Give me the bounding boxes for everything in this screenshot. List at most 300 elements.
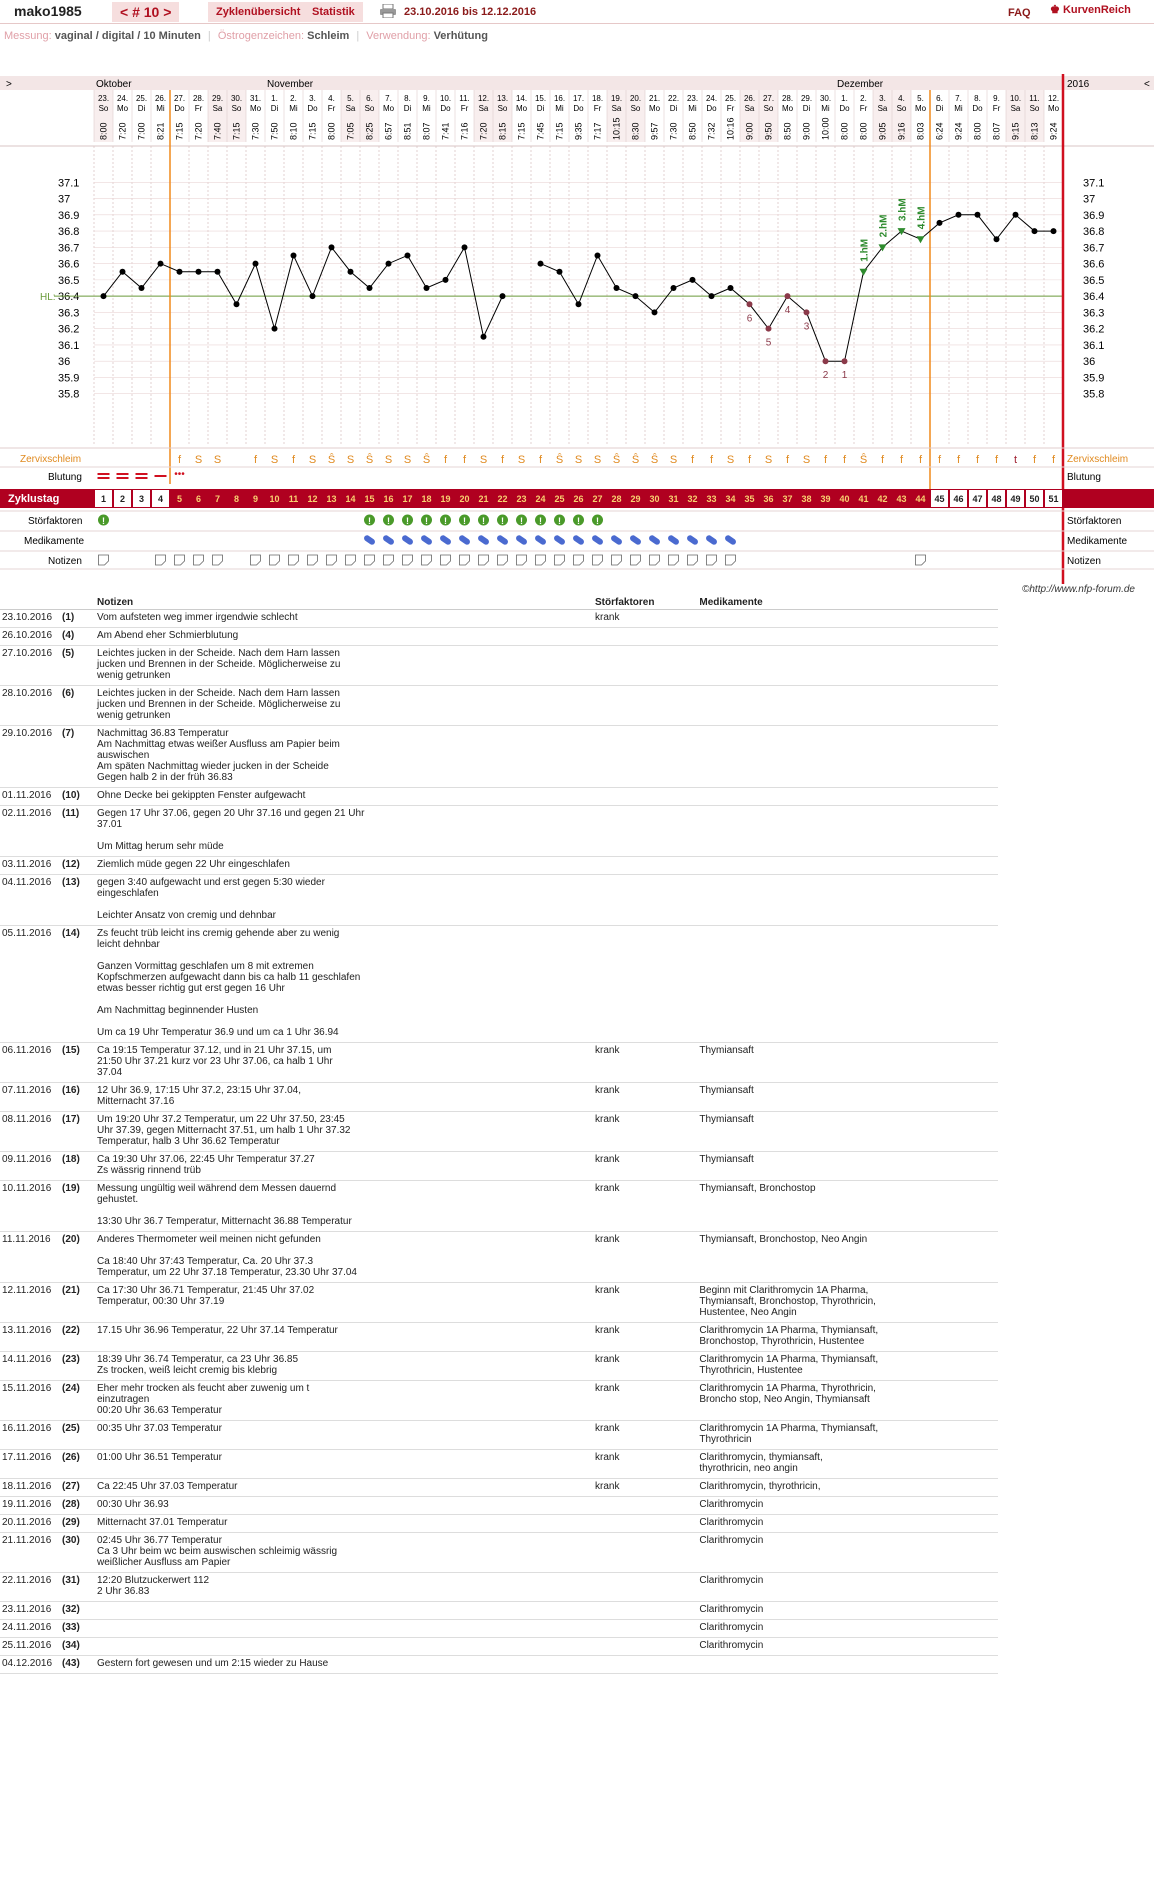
time-label: 7:41 (440, 122, 451, 140)
cervix-mark: S (802, 454, 811, 466)
note-date: 14.11.2016 (0, 1352, 60, 1381)
bleeding-mark (136, 477, 148, 479)
year-label: 2016 (1067, 79, 1090, 90)
cervix-label: Zervixschleim (20, 454, 82, 465)
cervix-mark: Ŝ (650, 454, 659, 466)
note-text: Ca 19:15 Temperatur 37.12, und in 21 Uhr 37.15, um 21:50 Uhr 37.21 kurz vor 23 Uhr 37.06, ca halb 1 Uhr 37.04 (95, 1043, 593, 1083)
disturbance-icon-glyph: ! (406, 516, 409, 526)
note-medikamente: Clarithromycin (697, 1515, 998, 1533)
time-label: 8:00 (98, 122, 109, 140)
date-label: 6. (936, 94, 943, 103)
temperature-point (709, 293, 715, 299)
weekday-label: Mo (914, 104, 927, 113)
note-text: Gestern fort gewesen und um 2:15 wieder zu Hause (95, 1656, 593, 1674)
cycle-day-number: 5 (176, 494, 183, 504)
note-day: (6) (60, 686, 95, 726)
date-label: 31. (249, 94, 262, 103)
y-tick-left: 36 (58, 356, 71, 369)
note-text (95, 1638, 593, 1656)
temperature-point (557, 269, 563, 275)
note-stoerfaktor (593, 1620, 697, 1638)
note-text: Ca 19:30 Uhr 37.06, 22:45 Uhr Temperatur 37.27 Zs wässrig rinnend trüb (95, 1152, 593, 1181)
weekday-label: Mo (781, 104, 794, 113)
cycle-day-number: 23 (516, 494, 527, 504)
note-medikamente: Clarithromycin (697, 1533, 998, 1573)
cycle-day-number: 21 (478, 494, 489, 504)
cervix-mark: S (574, 454, 583, 466)
temperature-point (538, 261, 544, 267)
note-day: (15) (60, 1043, 95, 1083)
cycle-day-number: 8 (233, 494, 240, 504)
cycle-day-number: 11 (288, 494, 299, 504)
note-medikamente: Thymiansaft (697, 1112, 998, 1152)
cycle-day-number: 24 (535, 494, 546, 504)
month-label: Dezember (837, 79, 884, 90)
date-label: 25. (135, 94, 148, 103)
note-text: 00:35 Uhr 37.03 Temperatur (95, 1421, 593, 1450)
time-label: 6:24 (934, 122, 945, 140)
note-stoerfaktor (593, 1602, 697, 1620)
y-tick-left: 36.1 (58, 339, 80, 352)
weekday-label: Di (137, 104, 146, 113)
cycle-day-number: 46 (953, 494, 964, 504)
cervix-mark: f (690, 454, 695, 466)
date-label: 19. (610, 94, 623, 103)
temperature-point (386, 261, 392, 267)
note-date: 25.11.2016 (0, 1638, 60, 1656)
temperature-point (348, 269, 354, 275)
low-count-label: 5 (765, 337, 772, 349)
cycle-day-number: 33 (706, 494, 717, 504)
cervix-mark: f (785, 454, 790, 466)
cycle-day-number: 1 (100, 494, 107, 504)
note-text: Mitternacht 37.01 Temperatur (95, 1515, 593, 1533)
time-label: 7:40 (212, 122, 223, 140)
note-date: 15.11.2016 (0, 1381, 60, 1421)
note-date: 23.10.2016 (0, 610, 60, 628)
cycle-day-number: 12 (307, 494, 318, 504)
note-date: 13.11.2016 (0, 1323, 60, 1352)
y-tick-left: 36.8 (58, 226, 80, 239)
note-stoerfaktor: krank (593, 1381, 697, 1421)
time-label: 9:16 (896, 122, 907, 140)
cycle-day-number: 44 (915, 494, 926, 504)
time-label: 9:57 (649, 122, 660, 140)
cervix-mark: f (538, 454, 543, 466)
notes-row (0, 686, 998, 726)
weekday-label: Sa (212, 104, 223, 113)
notes-row (0, 1043, 998, 1083)
temperature-point (956, 212, 962, 218)
weekday-label: Di (403, 104, 412, 113)
notes-row (0, 1112, 998, 1152)
note-medikamente (697, 1656, 998, 1674)
note-day: (25) (60, 1421, 95, 1450)
temperature-point (481, 334, 487, 340)
note-text: 00:30 Uhr 36.93 (95, 1497, 593, 1515)
time-label: 8:00 (858, 122, 869, 140)
temperature-point (101, 293, 107, 299)
weekday-label: Mi (156, 104, 165, 113)
oestrogen-value: Schleim (307, 30, 350, 42)
note-text: 02:45 Uhr 36.77 Temperatur Ca 3 Uhr beim wc beim auswischen schleimig wässrig weißlicher Ausfluss am Papier (95, 1533, 593, 1573)
temperature-point (196, 269, 202, 275)
low-temp-point (747, 301, 753, 307)
cycle-day-number: 10 (269, 494, 280, 504)
date-label: 12. (1047, 94, 1060, 103)
note-stoerfaktor (593, 1515, 697, 1533)
note-day: (22) (60, 1323, 95, 1352)
weekday-label: Do (706, 104, 717, 113)
cycle-day-number: 42 (877, 494, 888, 504)
note-stoerfaktor (593, 646, 697, 686)
note-stoerfaktor (593, 686, 697, 726)
time-label: 8:13 (1029, 122, 1040, 140)
tab-zyklenuebersicht[interactable]: Zyklenübersicht (208, 2, 308, 22)
note-stoerfaktor: krank (593, 1479, 697, 1497)
disturbance-icon-glyph: ! (539, 516, 542, 526)
date-label: 5. (347, 94, 354, 103)
month-label: November (267, 79, 314, 90)
date-label: 30. (230, 94, 243, 103)
y-tick-right: 36.9 (1083, 209, 1105, 222)
notes-row (0, 875, 998, 926)
date-label: 24. (705, 94, 718, 103)
note-stoerfaktor (593, 726, 697, 788)
temperature-point (728, 285, 734, 291)
note-stoerfaktor: krank (593, 1421, 697, 1450)
notes-row (0, 1450, 998, 1479)
note-day: (1) (60, 610, 95, 628)
top-bar (0, 0, 1154, 24)
note-text: Vom aufsteten weg immer irgendwie schlecht (95, 610, 593, 628)
weekday-label: Mi (422, 104, 431, 113)
weekday-label: So (497, 104, 508, 113)
date-label: 10. (1009, 94, 1022, 103)
date-label: 2. (860, 94, 867, 103)
notes-row (0, 1656, 998, 1674)
date-label: 2. (290, 94, 297, 103)
faq-link[interactable]: FAQ (1008, 7, 1031, 19)
date-label: 26. (154, 94, 167, 103)
cervix-mark: f (994, 454, 999, 466)
temperature-point (120, 269, 126, 275)
high-count-label: 4.hM (916, 206, 928, 230)
note-medikamente: Clarithromycin (697, 1638, 998, 1656)
cervix-mark: f (291, 454, 296, 466)
date-label: 16. (553, 94, 566, 103)
time-label: 9:35 (573, 122, 584, 140)
note-text: Ca 22:45 Uhr 37.03 Temperatur (95, 1479, 593, 1497)
date-label: 28. (781, 94, 794, 103)
note-date: 26.10.2016 (0, 628, 60, 646)
note-date: 29.10.2016 (0, 726, 60, 788)
cycle-day-number: 26 (573, 494, 584, 504)
notes-row (0, 1638, 998, 1656)
cycle-day-number: 19 (440, 494, 451, 504)
cervix-mark: f (1051, 454, 1056, 466)
disturbance-icon-glyph: ! (444, 516, 447, 526)
cervix-mark: S (194, 454, 203, 466)
notes-row (0, 1515, 998, 1533)
bleeding-mark (117, 477, 129, 479)
cervix-mark: f (880, 454, 885, 466)
printer-icon[interactable] (380, 4, 396, 18)
date-label: 15. (534, 94, 547, 103)
weekday-label: Sa (611, 104, 622, 113)
note-date: 12.11.2016 (0, 1283, 60, 1323)
cervix-mark: Ŝ (612, 454, 621, 466)
note-stoerfaktor: krank (593, 610, 697, 628)
time-label: 10:00 (820, 117, 831, 140)
note-medikamente: Clarithromycin (697, 1620, 998, 1638)
temperature-point (595, 252, 601, 258)
cycle-nav[interactable]: < # 10 > (112, 2, 179, 22)
notes-row (0, 1381, 998, 1421)
weekday-label: Fr (327, 104, 336, 113)
date-label: 11. (1029, 94, 1040, 103)
notes-row (0, 1479, 998, 1497)
note-day: (5) (60, 646, 95, 686)
weekday-label: Mo (515, 104, 528, 113)
cervix-mark: S (669, 454, 678, 466)
logo-icon: ♚ (1050, 4, 1060, 16)
y-tick-right: 37.1 (1083, 177, 1105, 190)
time-label: 7:32 (706, 122, 717, 140)
weekday-label: Do (307, 104, 318, 113)
disturbance-icon-glyph: ! (520, 516, 523, 526)
cycle-day-number: 16 (383, 494, 394, 504)
verwendung-label: Verwendung: (366, 30, 431, 42)
temperature-point (367, 285, 373, 291)
date-label: 4. (898, 94, 905, 103)
note-day: (7) (60, 726, 95, 788)
note-text: Leichtes jucken in der Scheide. Nach dem Harn lassen jucken und Brennen in der Scheide. Möglicherweise zu wenig getrunken (95, 646, 593, 686)
disturbance-icon-glyph: ! (577, 516, 580, 526)
messung-value: vaginal / digital / 10 Minuten (54, 30, 201, 42)
header-stoerfaktoren: Störfaktoren (593, 596, 697, 610)
date-label: 29. (211, 94, 224, 103)
cervix-mark: S (403, 454, 412, 466)
note-date: 01.11.2016 (0, 788, 60, 806)
date-label: 13. (496, 94, 509, 103)
y-tick-left: 35.8 (58, 388, 80, 401)
cervix-mark: f (709, 454, 714, 466)
note-date: 18.11.2016 (0, 1479, 60, 1497)
note-medikamente: Thymiansaft (697, 1043, 998, 1083)
note-text: Anderes Thermometer weil meinen nicht gefunden Ca 18:40 Uhr 37:43 Temperatur, Ca. 20 Uhr 37.3 Temperatur, um 22 Uhr 37.18 Temperatur, 23.30 Uhr 37.04 (95, 1232, 593, 1283)
cervix-mark: f (253, 454, 258, 466)
note-day: (31) (60, 1573, 95, 1602)
cycle-day-number: 47 (972, 494, 983, 504)
tab-statistik[interactable]: Statistik (304, 2, 363, 22)
weekday-label: Mi (954, 104, 963, 113)
cycle-day-number: 39 (820, 494, 831, 504)
notes-label-right: Notizen (1067, 556, 1101, 567)
notes-row (0, 1283, 998, 1323)
time-label: 7:17 (592, 122, 603, 140)
y-tick-left: 36.7 (58, 242, 80, 255)
weekday-label: Di (802, 104, 811, 113)
y-tick-right: 36.6 (1083, 258, 1105, 271)
time-label: 7:16 (459, 122, 470, 140)
weekday-label: Di (270, 104, 279, 113)
note-stoerfaktor (593, 857, 697, 875)
weekday-label: So (364, 104, 375, 113)
temperature-point (329, 244, 335, 250)
notes-header-row (0, 596, 998, 610)
cervix-mark: Ŝ (859, 454, 868, 466)
note-text (95, 1620, 593, 1638)
weekday-label: So (1029, 104, 1040, 113)
cervix-mark: f (975, 454, 980, 466)
time-label: 8:15 (497, 122, 508, 140)
temperature-point (690, 277, 696, 283)
note-day: (10) (60, 788, 95, 806)
date-label: 5. (917, 94, 924, 103)
temperature-point (177, 269, 183, 275)
note-date: 16.11.2016 (0, 1421, 60, 1450)
cervix-mark: Ŝ (555, 454, 564, 466)
date-label: 6. (366, 94, 373, 103)
date-label: 3. (879, 94, 886, 103)
note-day: (34) (60, 1638, 95, 1656)
temperature-point (158, 261, 164, 267)
logo[interactable] (1050, 3, 1131, 16)
nav-right: < (1144, 79, 1150, 90)
time-label: 8:25 (364, 122, 375, 140)
weekday-label: Mo (382, 104, 395, 113)
medi-label: Medikamente (24, 536, 85, 547)
stoer-label: Störfaktoren (28, 516, 83, 527)
y-tick-right: 36.3 (1083, 307, 1105, 320)
y-tick-right: 36.1 (1083, 339, 1105, 352)
date-range: 23.10.2016 bis 12.12.2016 (404, 6, 537, 18)
cycle-day-number: 32 (687, 494, 698, 504)
time-label: 8:30 (630, 122, 641, 140)
notes-row (0, 610, 998, 628)
note-day: (29) (60, 1515, 95, 1533)
cycle-day-number: 2 (119, 494, 126, 504)
weekday-label: Fr (992, 104, 1001, 113)
cervix-mark: S (270, 454, 279, 466)
notes-row (0, 1083, 998, 1112)
date-label: 21. (648, 94, 661, 103)
weekday-label: Mo (1047, 104, 1060, 113)
nav-left: > (6, 79, 12, 90)
weekday-label: Mo (648, 104, 661, 113)
note-medikamente (697, 628, 998, 646)
notes-row (0, 1181, 998, 1232)
y-tick-left: 36.9 (58, 209, 80, 222)
date-label: 23. (686, 94, 699, 103)
medi-label-right: Medikamente (1067, 536, 1128, 547)
time-label: 7:20 (117, 122, 128, 140)
note-day: (16) (60, 1083, 95, 1112)
time-label: 10:15 (611, 117, 622, 140)
note-date: 07.11.2016 (0, 1083, 60, 1112)
cycle-day-number: 27 (592, 494, 603, 504)
temperature-point (424, 285, 430, 291)
low-count-label: 2 (822, 370, 829, 382)
note-medikamente: Clarithromycin 1A Pharma, Thymiansaft, Bronchostop, Thyrothricin, Hustentee (697, 1323, 998, 1352)
date-label: 22. (667, 94, 680, 103)
disturbance-icon-glyph: ! (596, 516, 599, 526)
cycle-day-number: 31 (668, 494, 679, 504)
cervix-mark: Ŝ (631, 454, 640, 466)
temperature-point (139, 285, 145, 291)
note-text: Messung ungültig weil während dem Messen dauernd gehustet. 13:30 Uhr 36.7 Temperatur, Mitternacht 36.88 Temperatur (95, 1181, 593, 1232)
note-text: 17.15 Uhr 36.96 Temperatur, 22 Uhr 37.14 Temperatur (95, 1323, 593, 1352)
weekday-label: Mi (821, 104, 830, 113)
weekday-label: Sa (345, 104, 356, 113)
weekday-label: Do (573, 104, 584, 113)
notes-row (0, 788, 998, 806)
note-date: 03.11.2016 (0, 857, 60, 875)
notes-row (0, 857, 998, 875)
note-stoerfaktor: krank (593, 1283, 697, 1323)
notes-row (0, 1497, 998, 1515)
date-label: 25. (724, 94, 737, 103)
date-label: 3. (309, 94, 316, 103)
weekday-label: Sa (877, 104, 888, 113)
cervix-mark: f (500, 454, 505, 466)
note-stoerfaktor (593, 1533, 697, 1573)
note-day: (28) (60, 1497, 95, 1515)
time-label: 9:24 (1048, 122, 1059, 140)
note-text: Nachmittag 36.83 Temperatur Am Nachmittag etwas weißer Ausfluss am Papier beim auswischen Am späten Nachmittag wieder jucken in der Scheide Gegen halb 2 in der früh 36.83 (95, 726, 593, 788)
cycle-day-number: 15 (364, 494, 375, 504)
y-tick-left: 36.4 (58, 291, 80, 304)
cycle-day-number: 17 (402, 494, 413, 504)
cycle-day-number: 28 (611, 494, 622, 504)
cycle-day-number: 30 (649, 494, 660, 504)
note-medikamente (697, 806, 998, 857)
weekday-label: Do (972, 104, 983, 113)
date-label: 12. (477, 94, 490, 103)
note-date: 10.11.2016 (0, 1181, 60, 1232)
cycle-day-number: 9 (252, 494, 259, 504)
cervix-mark: f (823, 454, 828, 466)
cervix-mark: Ŝ (365, 454, 374, 466)
note-date: 20.11.2016 (0, 1515, 60, 1533)
time-label: 8:00 (326, 122, 337, 140)
note-date: 04.11.2016 (0, 875, 60, 926)
time-label: 7:05 (345, 122, 356, 140)
weekday-label: Fr (859, 104, 868, 113)
note-day: (4) (60, 628, 95, 646)
note-text: 18:39 Uhr 36.74 Temperatur, ca 23 Uhr 36.85 Zs trocken, weiß leicht cremig bis klebrig (95, 1352, 593, 1381)
cervix-mark: S (308, 454, 317, 466)
weekday-label: Mo (249, 104, 262, 113)
notes-table (0, 596, 998, 1674)
high-count-label: 2.hM (878, 214, 890, 238)
username: mako1985 (14, 3, 82, 19)
note-medikamente: Clarithromycin (697, 1602, 998, 1620)
disturbance-icon-glyph: ! (102, 516, 105, 526)
time-label: 7:15 (231, 122, 242, 140)
date-label: 10. (439, 94, 452, 103)
cycle-day-number: 48 (991, 494, 1002, 504)
note-date: 27.10.2016 (0, 646, 60, 686)
month-row-bg (0, 76, 1154, 90)
date-label: 8. (974, 94, 981, 103)
time-label: 6:57 (383, 122, 394, 140)
note-text: Ziemlich müde gegen 22 Uhr eingeschlafen (95, 857, 593, 875)
note-medikamente (697, 857, 998, 875)
weekday-label: Sa (744, 104, 755, 113)
note-text: Um 19:20 Uhr 37.2 Temperatur, um 22 Uhr 37.50, 23:45 Uhr 37.39, gegen Mitternacht 37.51, um halb 1 Uhr 37.32 Temperatur, halb 3 Uhr 36.62 Temperatur (95, 1112, 593, 1152)
